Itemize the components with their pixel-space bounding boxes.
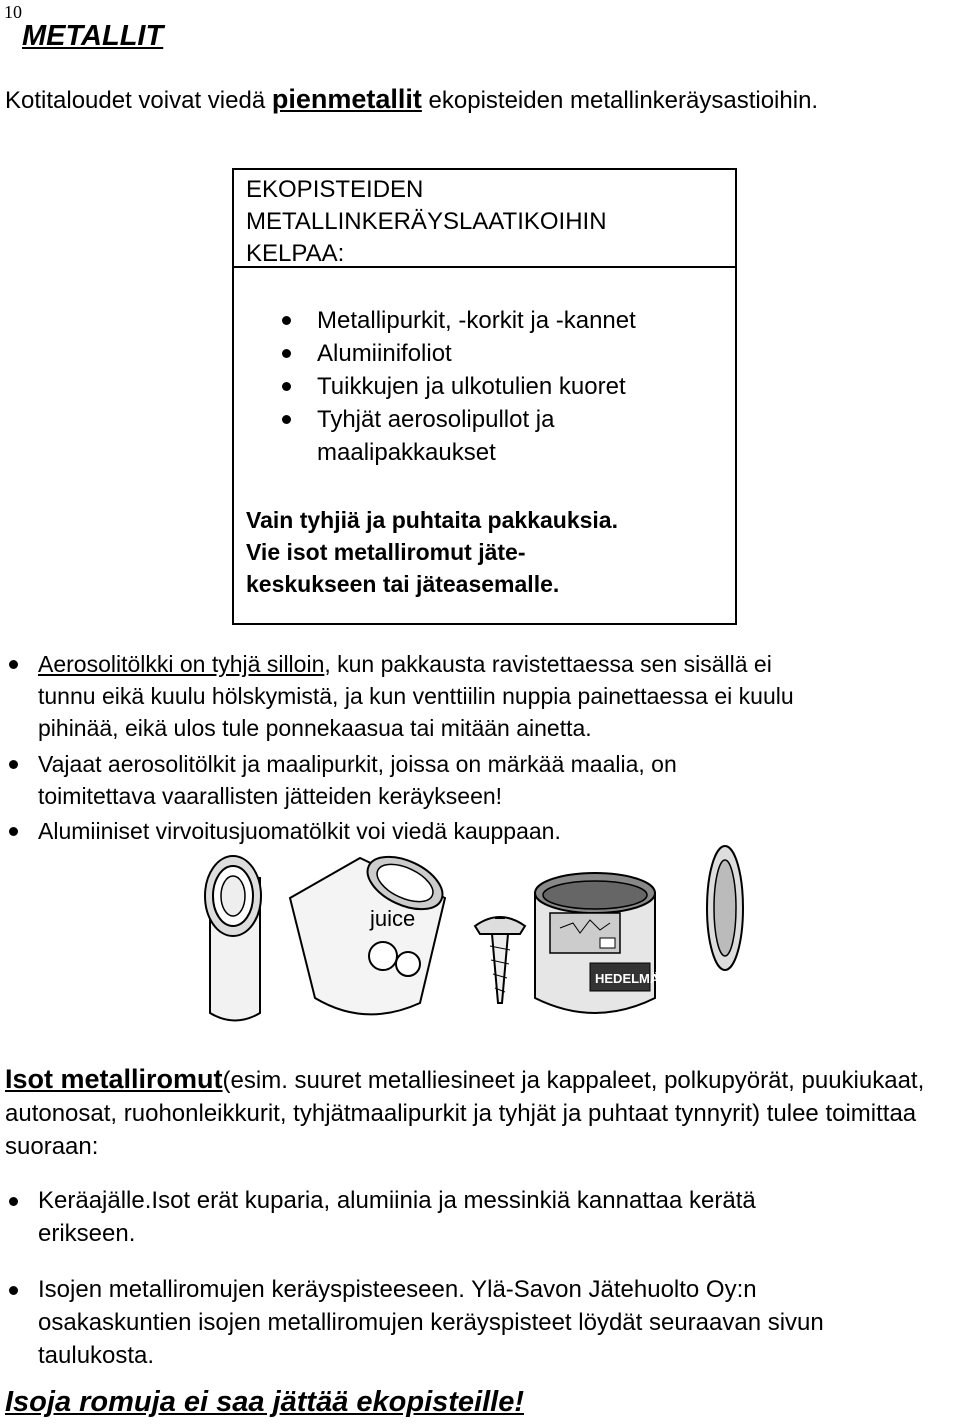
metal-packaging-illustration bbox=[195, 838, 755, 1028]
intro-text-after: ekopisteiden metallinkeräysastioihin. bbox=[421, 87, 819, 114]
main-list-line: Vajaat aerosolitölkit ja maalipurkit, joissa on märkää maalia, on bbox=[38, 751, 677, 777]
bullet-icon bbox=[9, 827, 18, 836]
bullet-icon bbox=[282, 349, 291, 358]
open-can-icon bbox=[205, 856, 261, 1021]
box-list-item-text: Tuikkujen ja ulkotulien kuoret bbox=[317, 373, 626, 400]
scrap-list-item-collector bbox=[38, 1184, 756, 1250]
bullet-icon bbox=[9, 760, 18, 769]
scrap-metal-paragraph bbox=[5, 1063, 955, 1163]
box-header bbox=[234, 170, 735, 268]
box-note-line: keskukseen tai jäteasemalle. bbox=[246, 571, 560, 597]
final-warning: Isoja romuja ei saa jättää ekopisteille! bbox=[5, 1386, 524, 1418]
main-list-item-aerosol bbox=[38, 648, 794, 744]
bullet-icon bbox=[282, 316, 291, 325]
bullet-icon bbox=[282, 415, 291, 424]
box-note-line: Vain tyhjiä ja puhtaita pakkauksia. bbox=[246, 507, 618, 533]
scrap-list-line: Isojen metalliromujen keräyspisteeseen. Ylä-Savon Jätehuolto Oy:n bbox=[38, 1276, 757, 1303]
scrap-list-line: osakaskuntien isojen metalliromujen keräyspisteet löydät seuraavan sivun bbox=[38, 1309, 824, 1336]
page-title: METALLIT bbox=[22, 20, 164, 52]
box-header-line: METALLINKERÄYSLAATIKOIHIN bbox=[246, 208, 607, 235]
box-header-line: EKOPISTEIDEN bbox=[246, 176, 424, 203]
aerosol-text: , kun pakkausta ravistettaessa sen sisällä ei bbox=[324, 651, 772, 677]
box-list-item-text: Alumiinifoliot bbox=[317, 340, 452, 367]
scrap-list-line: taulukosta. bbox=[38, 1342, 155, 1369]
intro-text-before: Kotitaloudet voivat viedä bbox=[5, 87, 272, 114]
aerosol-underlined: Aerosolitölkki on tyhjä silloin bbox=[38, 651, 325, 677]
open-tin-can-icon bbox=[535, 846, 743, 1013]
main-list-item-paint bbox=[38, 748, 677, 812]
main-list-line: tunnu eikä kuulu hölskymistä, ja kun venttiilin nuppia painettaessa ei kuulu bbox=[38, 683, 794, 709]
scrap-strong: Isot metalliromut bbox=[5, 1064, 223, 1094]
bullet-icon bbox=[9, 1286, 18, 1295]
box-list-item-continuation: maalipakkaukset bbox=[317, 439, 496, 466]
intro-strong: pienmetallit bbox=[271, 84, 422, 114]
bullet-icon bbox=[9, 1197, 18, 1206]
bullet-icon bbox=[282, 382, 291, 391]
main-list-line: toimitettava vaarallisten jätteiden keräykseen! bbox=[38, 783, 503, 809]
page-number: 10 bbox=[4, 2, 22, 22]
box-list-item-text: Metallipurkit, -korkit ja -kannet bbox=[317, 307, 636, 334]
box-header-line: KELPAA: bbox=[246, 240, 345, 267]
main-list-line: pihinää, eikä ulos tule ponnekaasua tai mitään ainetta. bbox=[38, 715, 592, 741]
hedelma-label: HEDELMÄ bbox=[595, 971, 660, 986]
scrap-list-line: erikseen. bbox=[38, 1220, 136, 1247]
box-list-item-text: Tyhjät aerosolipullot ja bbox=[317, 406, 555, 433]
intro-paragraph bbox=[5, 84, 818, 115]
juice-label: juice bbox=[370, 906, 416, 931]
accepted-items-box bbox=[232, 168, 737, 625]
scrap-list-line: Keräajälle.Isot erät kuparia, alumiinia ja messinkiä kannattaa kerätä bbox=[38, 1187, 756, 1214]
juice-can-icon bbox=[290, 846, 451, 1014]
scrap-text: (esim. suuret metalliesineet ja kappaleet, polkupyörät, puukiukaat, autonosat, ruohonleikkurit, tyhjätmaalipurkit ja tyhjät ja puhtaat tynnyrit) tulee toimittaa suoraan: bbox=[5, 1067, 925, 1160]
scrap-list-item-collection-point bbox=[38, 1273, 824, 1372]
bullet-icon bbox=[9, 660, 18, 669]
main-list-line bbox=[38, 648, 794, 680]
box-note-line: Vie isot metalliromut jäte- bbox=[246, 539, 526, 565]
screw-icon bbox=[475, 917, 525, 1003]
main-list-item-aluminium: Alumiiniset virvoitusjuomatölkit voi viedä kauppaan. bbox=[38, 818, 561, 844]
box-note bbox=[246, 504, 618, 600]
